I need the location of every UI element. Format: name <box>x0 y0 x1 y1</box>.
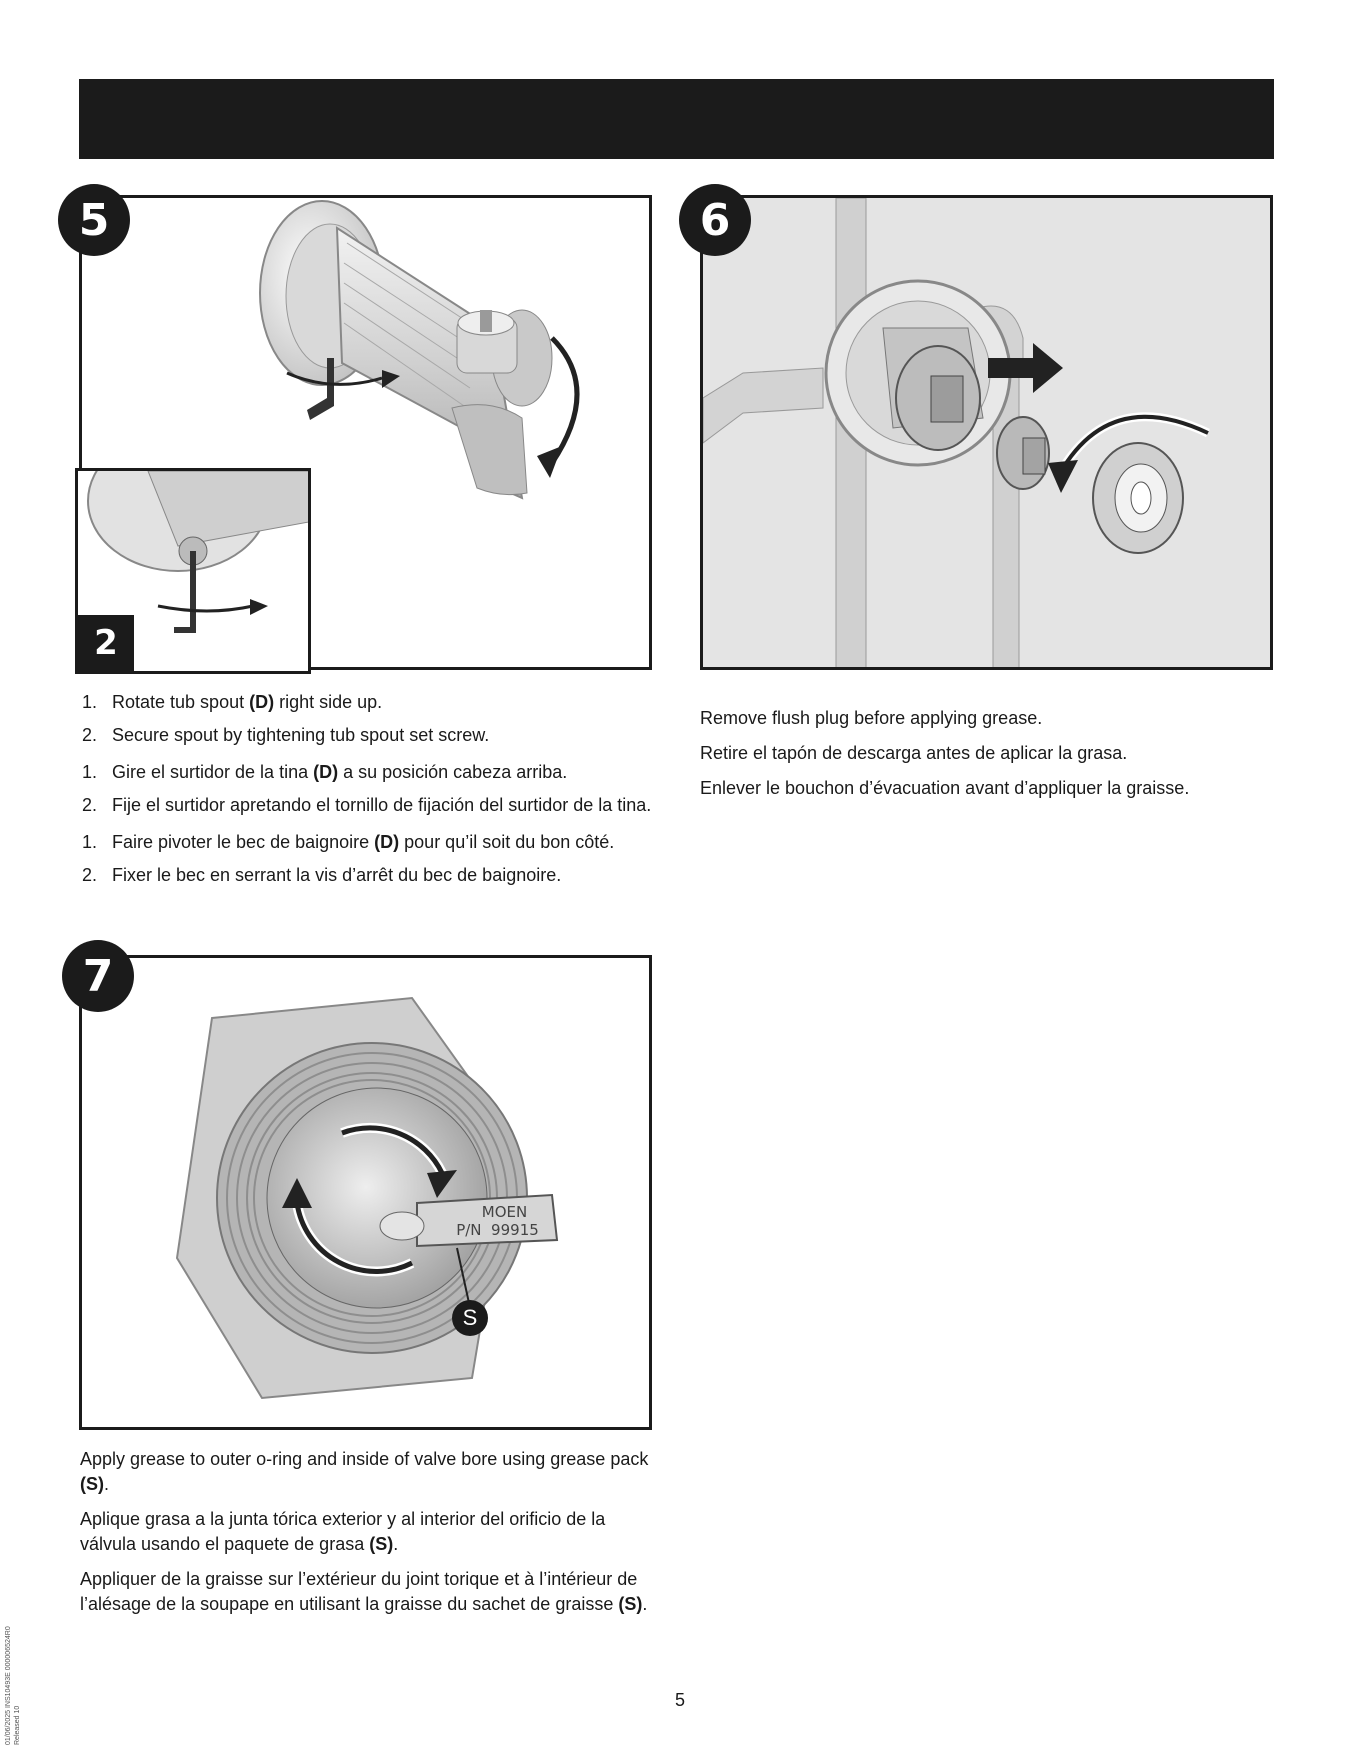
step-6-fr: Enlever le bouchon d’évacuation avant d’appliquer la graisse. <box>700 778 1190 798</box>
step-6-es: Retire el tapón de descarga antes de aplicar la grasa. <box>700 743 1128 763</box>
callout-s: S <box>452 1300 488 1336</box>
step-7-fr: Appliquer de la graisse sur l’extérieur du joint torique et à l’intérieur de l’alésage de la soupape en utilisant la graisse du sachet de graisse (S). <box>80 1569 648 1614</box>
document-code-line2: Released 10 <box>14 1705 21 1745</box>
list-item: 1. Rotate tub spout (D) right side up. <box>82 692 383 712</box>
header-bar <box>79 79 1274 159</box>
step-6-en: Remove flush plug before applying grease. <box>700 708 1043 728</box>
step-7-badge: 7 <box>62 940 134 1012</box>
inset-step-number: 2 <box>78 615 134 671</box>
valve-body-illustration <box>703 198 1273 670</box>
grease-pack-illustration <box>82 958 652 1430</box>
list-item: 1. Gire el surtidor de la tina (D) a su posición cabeza arriba. <box>82 762 568 782</box>
step-5-inset <box>75 468 311 674</box>
list-item: 2. Fixer le bec en serrant la vis d’arrêt du bec de baignoire. <box>82 865 562 885</box>
step-5-instructions <box>80 690 660 900</box>
step-7-illustration <box>79 955 652 1430</box>
step-6-instructions <box>700 706 1280 811</box>
step-5-fr-list <box>80 830 660 888</box>
list-item: 1. Faire pivoter le bec de baignoire (D) pour qu’il soit du bon côté. <box>82 832 615 852</box>
document-code <box>4 1626 22 1745</box>
step-6-illustration <box>700 195 1273 670</box>
grease-pack-label-line1: MOEN <box>481 1203 528 1221</box>
step-7-instructions <box>80 1447 655 1627</box>
step-5-en-list <box>80 690 660 748</box>
grease-pack-label-line2: P/N 99915 <box>456 1221 539 1239</box>
list-item: 2. Secure spout by tightening tub spout set screw. <box>82 725 490 745</box>
step-5-es-list <box>80 760 660 818</box>
page-number: 5 <box>674 1690 685 1710</box>
step-7-en: Apply grease to outer o-ring and inside of valve bore using grease pack (S). <box>80 1449 649 1494</box>
step-5-badge: 5 <box>58 184 130 256</box>
list-item: 2. Fije el surtidor apretando el tornillo de fijación del surtidor de la tina. <box>82 795 652 815</box>
document-code-line1: 01/06/2025 INS10493E 000006524R0 <box>5 1626 12 1745</box>
step-7-es: Aplique grasa a la junta tórica exterior y al interior del orificio de la válvula usando el paquete de grasa (S). <box>80 1509 606 1554</box>
step-6-badge: 6 <box>679 184 751 256</box>
